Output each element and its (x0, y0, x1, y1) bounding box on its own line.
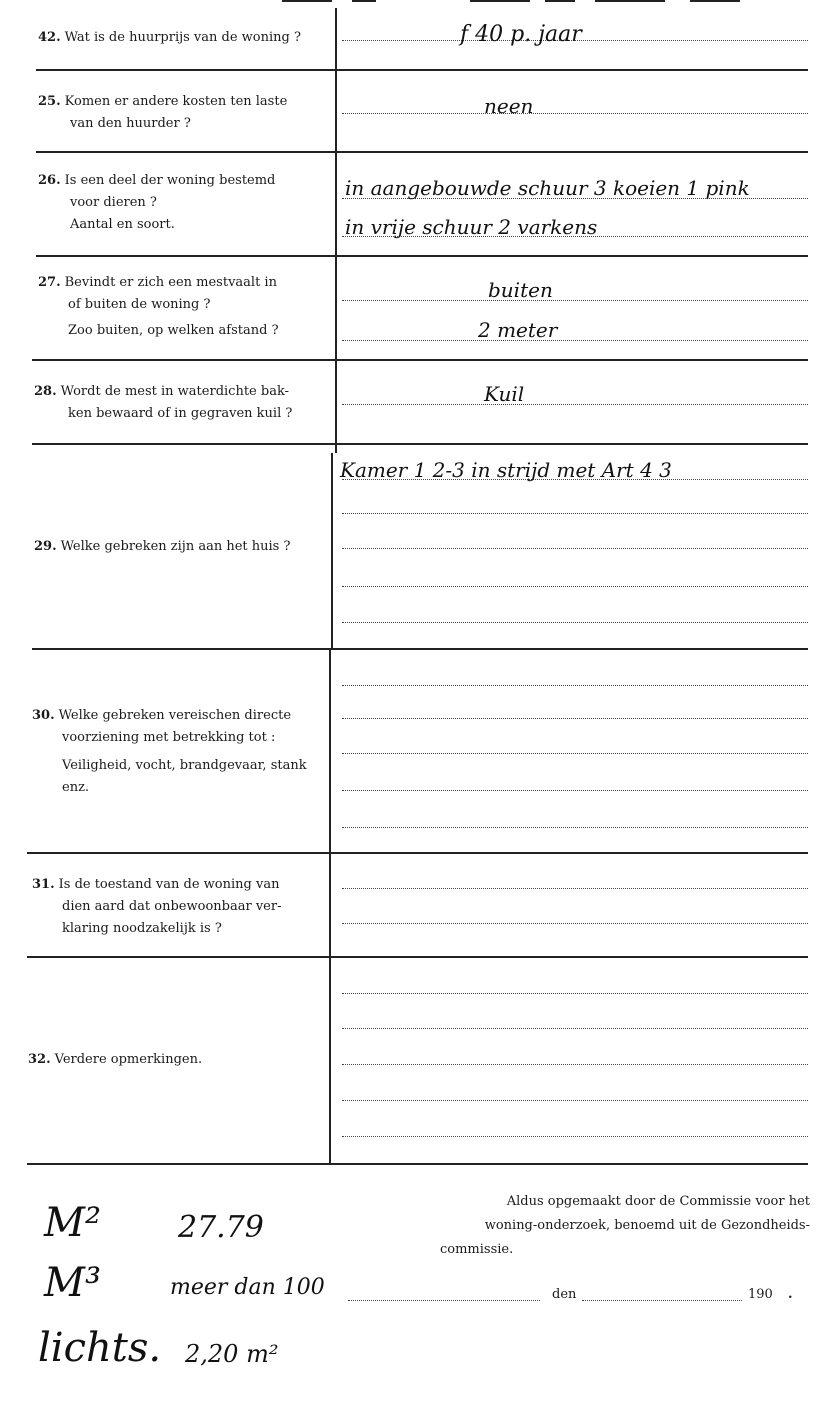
question-text: klaring noodzakelijk is ? (62, 921, 222, 936)
date-line (582, 1300, 742, 1301)
answer-handwriting: buiten (488, 278, 553, 302)
answer-line (342, 1136, 808, 1137)
question-28 (34, 381, 329, 425)
column-divider-29 (331, 453, 333, 648)
question-number: 32. (28, 1052, 51, 1067)
answer-line (342, 340, 808, 341)
question-text: Verdere opmerkingen. (54, 1052, 203, 1067)
question-text: ken bewaard of in gegraven kuil ? (68, 406, 293, 421)
question-text: Wat is de huurprijs van de woning ? (64, 30, 301, 45)
period-mark: . (788, 1287, 793, 1302)
question-32 (28, 1049, 323, 1071)
answer-line (342, 113, 808, 114)
margin-note-licht-label: lichts. (38, 1325, 162, 1371)
answer-line (342, 586, 808, 587)
top-rule-left (282, 0, 332, 2)
answer-line (342, 513, 808, 514)
question-text: Bevindt er zich een mestvaalt in (64, 275, 277, 290)
row-separator (27, 1163, 808, 1165)
answer-handwriting: in aangebouwde schuur 3 koeien 1 pink (345, 176, 750, 200)
footer-statement (440, 1190, 810, 1262)
question-30 (32, 705, 327, 799)
question-text: dien aard dat onbewoonbaar ver- (62, 899, 282, 914)
question-number: 25. (38, 94, 61, 109)
question-text: Wordt de mest in waterdichte bak- (60, 384, 289, 399)
question-number: 28. (34, 384, 57, 399)
margin-note-m2-label: M² (44, 1200, 101, 1246)
question-number: 31. (32, 877, 55, 892)
question-text: voorziening met betrekking tot : (62, 730, 276, 745)
footer-line: woning-onderzoek, benoemd uit de Gezondheids- (484, 1218, 810, 1233)
top-rule-right-4 (690, 0, 740, 2)
row-separator (32, 443, 808, 445)
question-text: Welke gebreken zijn aan het huis ? (60, 539, 291, 554)
row-separator (36, 151, 808, 153)
question-number: 27. (38, 275, 61, 290)
margin-note-licht-value: 2,20 m² (185, 1340, 279, 1368)
answer-line (342, 622, 808, 623)
margin-note-m3-value: meer dan 100 (170, 1275, 325, 1300)
column-divider-lower (329, 650, 331, 1165)
question-text: Veiligheid, vocht, brandgevaar, stank (62, 758, 307, 773)
answer-line (342, 827, 808, 828)
question-text: Zoo buiten, op welken afstand ? (68, 323, 279, 338)
question-31 (32, 874, 327, 940)
row-separator (32, 648, 808, 650)
footer-line: commissie. (440, 1242, 514, 1257)
row-separator (36, 255, 808, 257)
answer-line (342, 993, 808, 994)
answer-line (342, 923, 808, 924)
question-text: voor dieren ? (70, 195, 157, 210)
footer-line: Aldus opgemaakt door de Commissie voor het (506, 1194, 810, 1209)
row-separator (36, 69, 808, 71)
answer-line (342, 1028, 808, 1029)
question-27 (38, 272, 333, 342)
question-number: 29. (34, 539, 57, 554)
answer-line (342, 548, 808, 549)
question-29 (34, 536, 329, 558)
year-label: 190 (748, 1287, 773, 1302)
answer-line (342, 404, 808, 405)
margin-note-m3-label: M³ (44, 1260, 101, 1306)
top-rule-right-1 (470, 0, 530, 2)
margin-note-m2-value: 27.79 (178, 1210, 264, 1245)
answer-line (342, 1064, 808, 1065)
question-number: 30. (32, 708, 55, 723)
question-text: Welke gebreken vereischen directe (58, 708, 292, 723)
question-42 (38, 27, 333, 49)
answer-line (342, 685, 808, 686)
question-25 (38, 91, 333, 135)
answer-line (342, 718, 808, 719)
question-text: Is de toestand van de woning van (58, 877, 280, 892)
column-divider-upper (335, 8, 337, 453)
top-rule-right-3 (595, 0, 665, 2)
answer-handwriting: Kuil (484, 382, 525, 406)
row-separator (27, 852, 808, 854)
answer-handwriting: in vrije schuur 2 varkens (345, 215, 598, 239)
question-text: van den huurder ? (70, 116, 191, 131)
question-number: 42. (38, 30, 61, 45)
question-text: Aantal en soort. (70, 217, 175, 232)
answer-handwriting: neen (484, 94, 534, 118)
answer-line (342, 753, 808, 754)
answer-line (342, 888, 808, 889)
den-label: den (552, 1287, 577, 1302)
answer-line (342, 1100, 808, 1101)
top-rule-mid (352, 0, 376, 2)
question-text: enz. (62, 780, 90, 795)
answer-handwriting: 2 meter (478, 318, 558, 342)
row-separator (32, 359, 808, 361)
answer-handwriting: f 40 p. jaar (460, 22, 582, 47)
top-rule-right-2 (545, 0, 575, 2)
answer-line (342, 790, 808, 791)
question-number: 26. (38, 173, 61, 188)
question-text: Is een deel der woning bestemd (64, 173, 276, 188)
question-text: Komen er andere kosten ten laste (64, 94, 288, 109)
question-text: of buiten de woning ? (68, 297, 211, 312)
question-26 (38, 170, 333, 236)
answer-line (342, 300, 808, 301)
row-separator (27, 956, 808, 958)
answer-handwriting: Kamer 1 2-3 in strijd met Art 4 3 (340, 458, 672, 482)
place-line (348, 1300, 540, 1301)
